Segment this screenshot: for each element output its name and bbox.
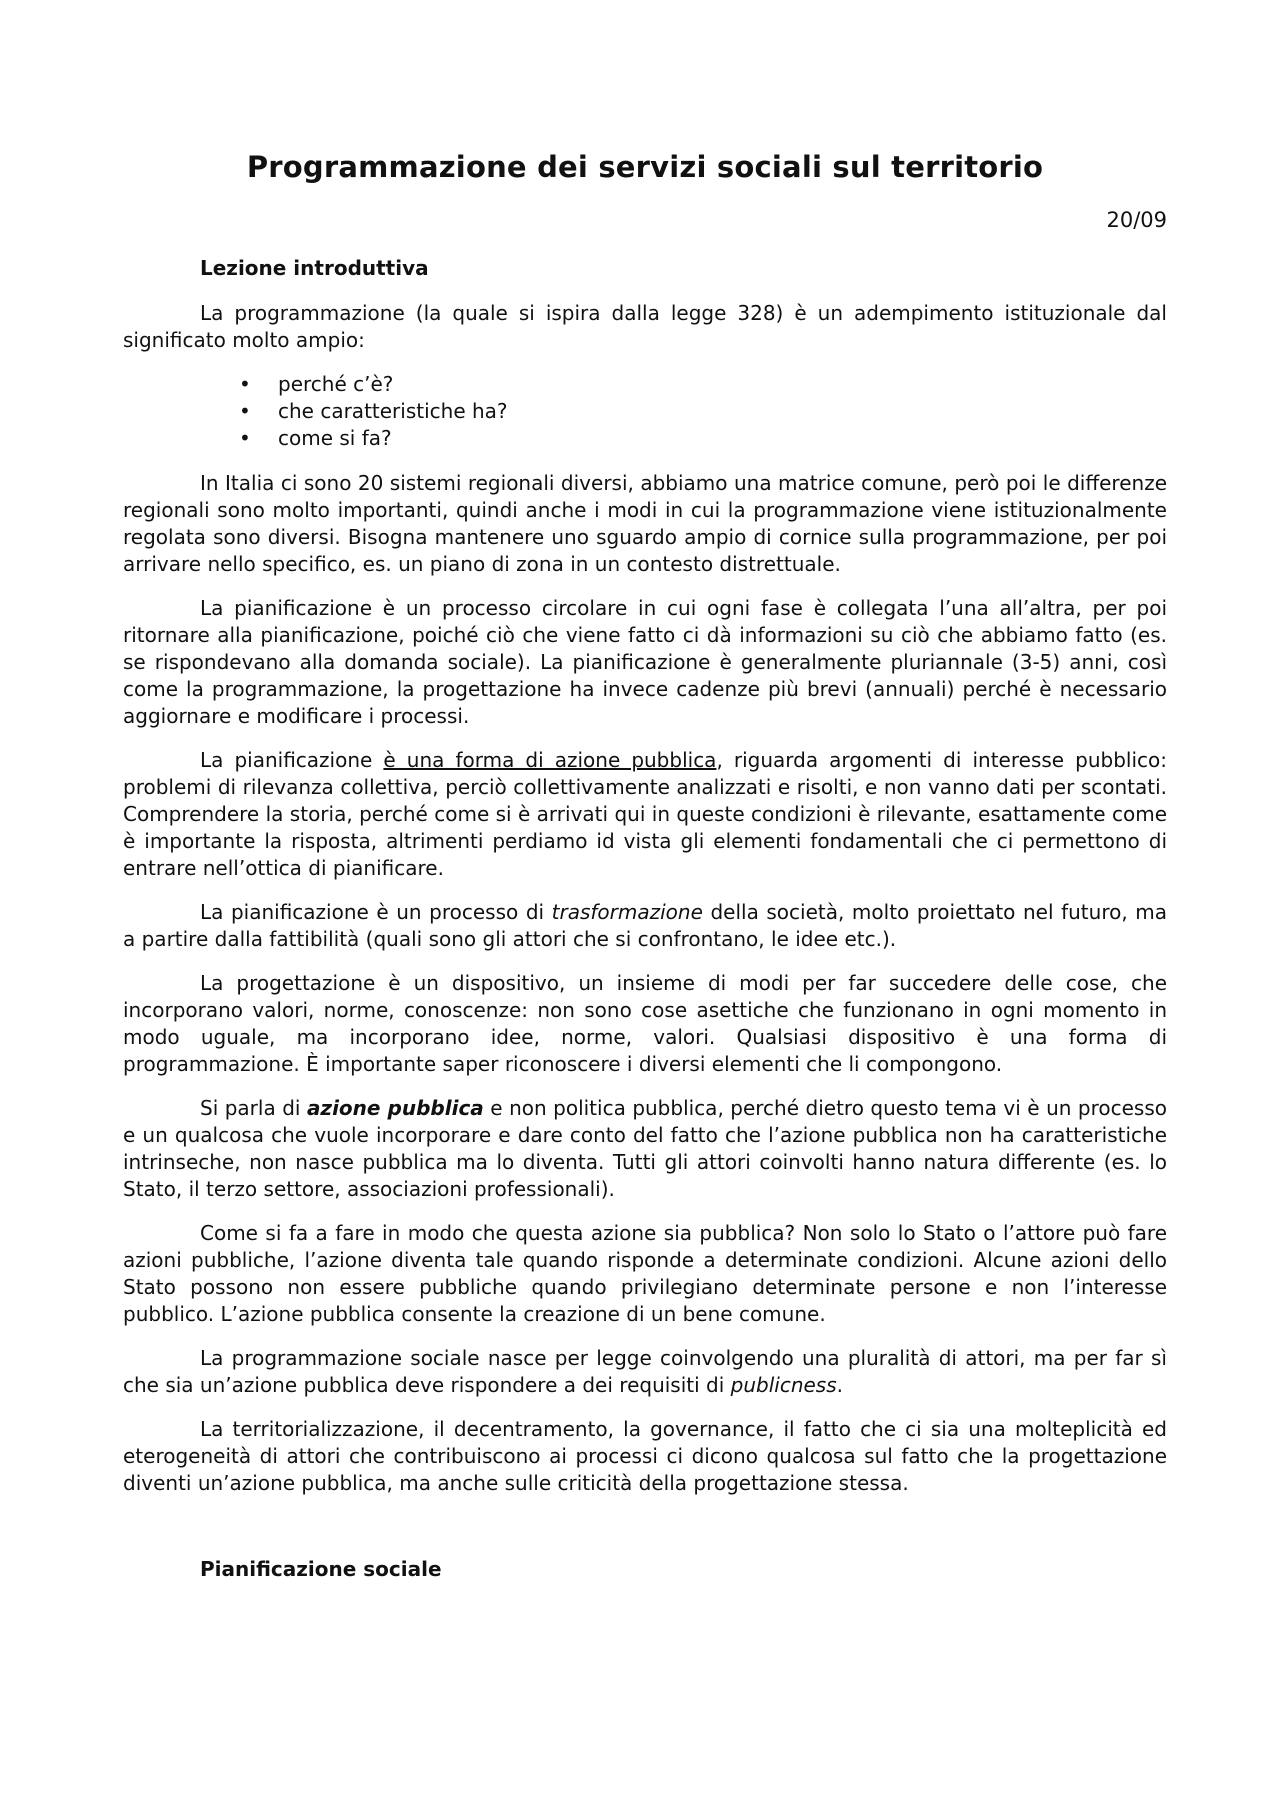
text-span: La programmazione sociale nasce per legge coinvolgendo una pluralità di attori, ma per far sì che sia un’azione pubblica deve rispondere a dei requisiti di [123,1346,1167,1397]
list-item [123,398,1167,425]
list-item [123,371,1167,398]
text-span: La pianificazione è un processo di [200,900,552,924]
list-item-text: perché c’è? [278,372,394,396]
lecture-date: 20/09 [1106,208,1167,232]
text-span: , riguarda argomenti di interesse pubblico: problemi di rilevanza collettiva, perciò collettivamente analizzati e risolti, e non vanno dati per scontati. Comprendere la storia, perché come si è arrivati qui in queste condizioni è rilevante, esattamente come è importante la risposta, altrimenti perdiamo id vista gli elementi fondamentali che ci permettono di entrare nell’ottica di pianificare. [123,748,1167,880]
text-span: Si parla di [200,1096,307,1120]
list-item-text: che caratteristiche ha? [278,399,508,423]
list-item [123,425,1167,452]
section-heading-social-planning: Pianificazione sociale [200,1557,442,1581]
paragraph-territorialization: La territorializzazione, il decentramento, la governance, il fatto che ci sia una molteplicità ed eterogeneità di attori che contribuiscono ai processi ci dicono qualcosa sul fatto che la progettazione diventi un’azione pubblica, ma anche sulle criticità della progettazione stessa. [123,1417,1167,1495]
section-heading-intro: Lezione introduttiva [200,256,429,280]
bullet-icon: • [239,426,251,450]
paragraph-public-action [123,1095,1167,1203]
bullet-icon: • [239,372,251,396]
paragraph-transformation [123,899,1167,953]
italic-text: publicness [730,1373,837,1397]
text-span: della società, molto proiettato nel futuro, ma a partire dalla fattibilità (quali sono gli attori che si confrontano, le idee etc.). [123,900,1167,951]
italic-text: trasformazione [551,900,703,924]
text-span: La pianificazione [200,748,384,772]
bold-italic-text: azione pubblica [306,1096,484,1120]
list-item-text: come si fa? [278,426,392,450]
question-list [123,371,1167,452]
paragraph-public-conditions: Come si fa a fare in modo che questa azione sia pubblica? Non solo lo Stato o l’attore può fare azioni pubbliche, l’azione diventa tale quando risponde a determinate condizioni. Alcune azioni dello Stato possono non essere pubbliche quando privilegiano determinate persone e non l’interesse pubblico. L’azione pubblica consente la creazione di un bene comune. [123,1221,1167,1326]
paragraph-circular-process: La pianificazione è un processo circolare in cui ogni fase è collegata l’una all’altra, per poi ritornare alla pianificazione, poiché ciò che viene fatto ci dà informazioni su ciò che abbiamo fatto (es. se rispondevano alla domanda sociale). La pianificazione è generalmente pluriannale (3-5) anni, così come la programmazione, la progettazione ha invece cadenze più brevi (annuali) perché è necessario aggiornare e modificare i processi. [123,596,1167,728]
text-span: . [836,1373,843,1397]
bullet-icon: • [239,399,251,423]
paragraph-regional-systems: In Italia ci sono 20 sistemi regionali diversi, abbiamo una matrice comune, però poi le differenze regionali sono molto importanti, quindi anche i modi in cui la programmazione viene istituzionalmente regolata sono diversi. Bisogna mantenere uno sguardo ampio di cornice sulla programmazione, per poi arrivare nello specifico, es. un piano di zona in un contesto distrettuale. [123,471,1167,576]
text-span: e non politica pubblica, perché dietro questo tema vi è un processo e un qualcosa che vuole incorporare e dare conto del fatto che l’azione pubblica non ha caratteristiche intrinseche, non nasce pubblica ma lo diventa. Tutti gli attori coinvolti hanno natura differente (es. lo Stato, il terzo settore, associazioni professionali). [123,1096,1168,1201]
paragraph-device: La progettazione è un dispositivo, un insieme di modi per far succedere delle cose, che incorporano valori, norme, conoscenze: non sono cose asettiche che funzionano in ogni momento in modo uguale, ma incorporano idee, norme, valori. Qualsiasi dispositivo è una forma di programmazione. È importante saper riconoscere i diversi elementi che li compongono. [123,971,1167,1076]
underlined-text: è una forma di azione pubblica [383,748,717,772]
paragraph-intro: La programmazione (la quale si ispira dalla legge 328) è un adempimento istituzionale dal significato molto ampio: [123,301,1167,352]
document-body [123,254,1167,1601]
document-title: Programmazione dei servizi sociali sul territorio [246,150,1044,184]
paragraph-publicness [123,1345,1167,1399]
paragraph-public-action-form [123,747,1167,882]
